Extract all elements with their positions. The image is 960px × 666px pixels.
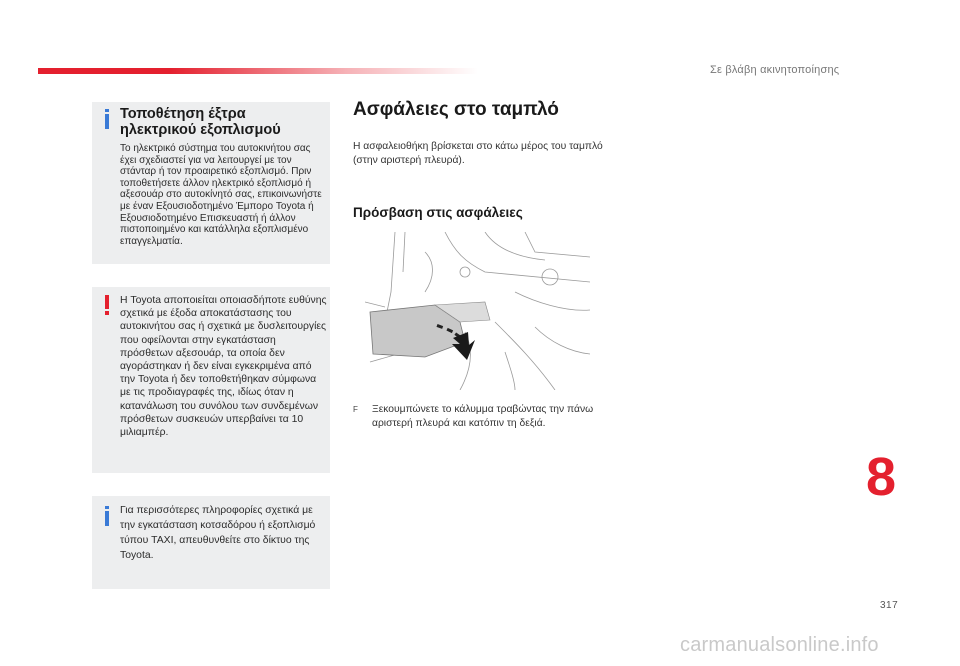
step-text: Ξεκουμπώνετε το κάλυμμα τραβώντας την πάνω αριστερή πλευρά και κατόπιν τη δεξιά.	[372, 404, 594, 429]
info-box-towbar-text: Για περισσότερες πληροφορίες σχετικά με την εγκατάσταση κοτσαδόρου ή εξοπλισμό τύπου TAXI, απευθυνθείτε στο δίκτυο της Toyota.	[120, 505, 316, 561]
subsection-title: Πρόσβαση στις ασφάλειες	[353, 205, 523, 220]
section-intro: Η ασφαλειοθήκη βρίσκεται στο κάτω μέρος του ταμπλό (στην αριστερή πλευρά).	[353, 141, 603, 166]
info-icon	[101, 505, 112, 527]
header-accent-bar	[38, 68, 478, 74]
exclamation-icon	[101, 294, 112, 316]
info-box-title-line2: ηλεκτρικού εξοπλισμού	[120, 122, 281, 138]
section-title: Ασφάλειες στο ταμπλό	[353, 99, 559, 120]
info-box-title-line1: Τοποθέτηση έξτρα	[120, 106, 246, 122]
chapter-header-title: Σε βλάβη ακινητοποίησης	[710, 64, 840, 76]
page-number: 317	[880, 600, 899, 611]
step-bullet: F	[353, 405, 358, 414]
info-icon	[101, 108, 112, 130]
info-box-text: Το ηλεκτρικό σύστημα του αυτοκινήτου σας έχει σχεδιαστεί για να λειτουργεί με τον στάνταρ ή τον προαιρετικό εξοπλισμό. Πριν τοποθετήσετε άλλον ηλεκτρικό εξοπλισμό ή αξεσουάρ στο αυτοκίνητό σας, επικοινωνήστε με έναν Εξουσιοδοτημένο Έμπορο Toyota ή Εξουσιοδοτημένο Επισκευαστή ή άλλον πιστοποιημένο και κατάλληλα εξοπλισμένο επαγγελματία.	[120, 143, 322, 247]
watermark: carmanualsonline.info	[680, 634, 879, 656]
chapter-number: 8	[866, 447, 897, 507]
warning-text: Η Toyota αποποιείται οποιασδήποτε ευθύνης σχετικά με έξοδα αποκατάστασης του αυτοκινήτου σας ή σχετικά με δυσλειτουργίες που οφείλονται στην εγκατάσταση πρόσθετων αξεσουάρ, τα οποία δεν αγοράστηκαν ή δεν είναι εγκεκριμένα από την Toyota ή δεν τοποθετήθηκαν σύμφωνα με τις προδιαγραφές της, ιδίως όταν η κατανάλωση του συνόλου των συνδεμένων πρόσθετων συσκευών υπερβαίνει τα 10 μιλιαμπέρ.	[120, 295, 327, 439]
fuse-box-illustration	[365, 232, 590, 390]
